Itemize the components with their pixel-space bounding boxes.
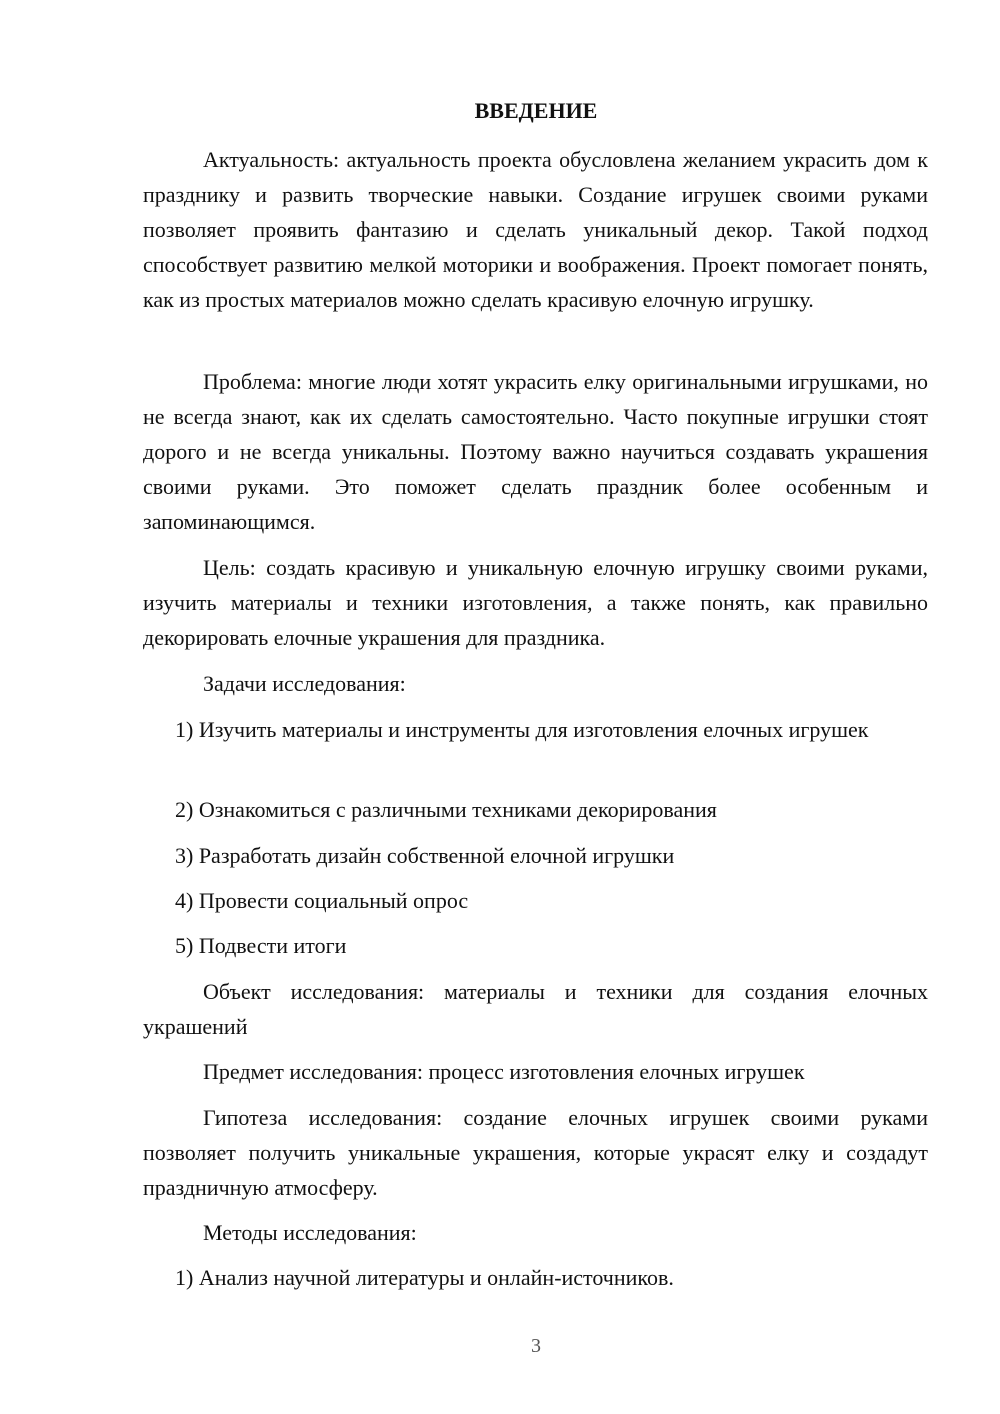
page-number: 3	[531, 1335, 541, 1357]
problem-paragraph: Проблема: многие люди хотят украсить елку оригинальными игрушками, но не всегда знают, как их сделать самостоятельно. Часто покупные игрушки стоят дорого и не всегда уникальны. Поэтому важно научиться создавать украшения своими руками. Это поможет сделать праздник более особенным и запоминающимся.	[143, 369, 928, 534]
method-item-1: 1) Анализ научной литературы и онлайн-источников.	[175, 1265, 674, 1290]
page-title: ВВЕДЕНИЕ	[474, 98, 598, 123]
relevance-paragraph: Актуальность: актуальность проекта обусловлена желанием украсить дом к празднику и развить творческие навыки. Создание игрушек своими руками позволяет проявить фантазию и сделать уникальный декор. Такой подход способствует развитию мелкой моторики и воображения. Проект помогает понять, как из простых материалов можно сделать красивую елочную игрушку.	[143, 147, 928, 312]
tasks-heading: Задачи исследования:	[203, 671, 406, 696]
object-paragraph: Объект исследования: материалы и техники для создания елочных украшений	[143, 979, 928, 1039]
task-item-4: 4) Провести социальный опрос	[175, 888, 469, 913]
task-item-3: 3) Разработать дизайн собственной елочной игрушки	[175, 843, 675, 868]
goal-paragraph: Цель: создать красивую и уникальную елочную игрушку своими руками, изучить материалы и техники изготовления, а также понять, как правильно декорировать елочные украшения для праздника.	[143, 555, 928, 650]
hypothesis-paragraph: Гипотеза исследования: создание елочных игрушек своими руками позволяет получить уникальные украшения, которые украсят елку и создадут праздничную атмосферу.	[143, 1105, 928, 1200]
task-item-1: 1) Изучить материалы и инструменты для изготовления елочных игрушек	[175, 717, 869, 742]
task-item-2: 2) Ознакомиться с различными техниками декорирования	[175, 797, 717, 822]
methods-heading: Методы исследования:	[203, 1220, 417, 1245]
task-item-5: 5) Подвести итоги	[175, 933, 347, 958]
subject-paragraph: Предмет исследования: процесс изготовления елочных игрушек	[203, 1059, 805, 1084]
